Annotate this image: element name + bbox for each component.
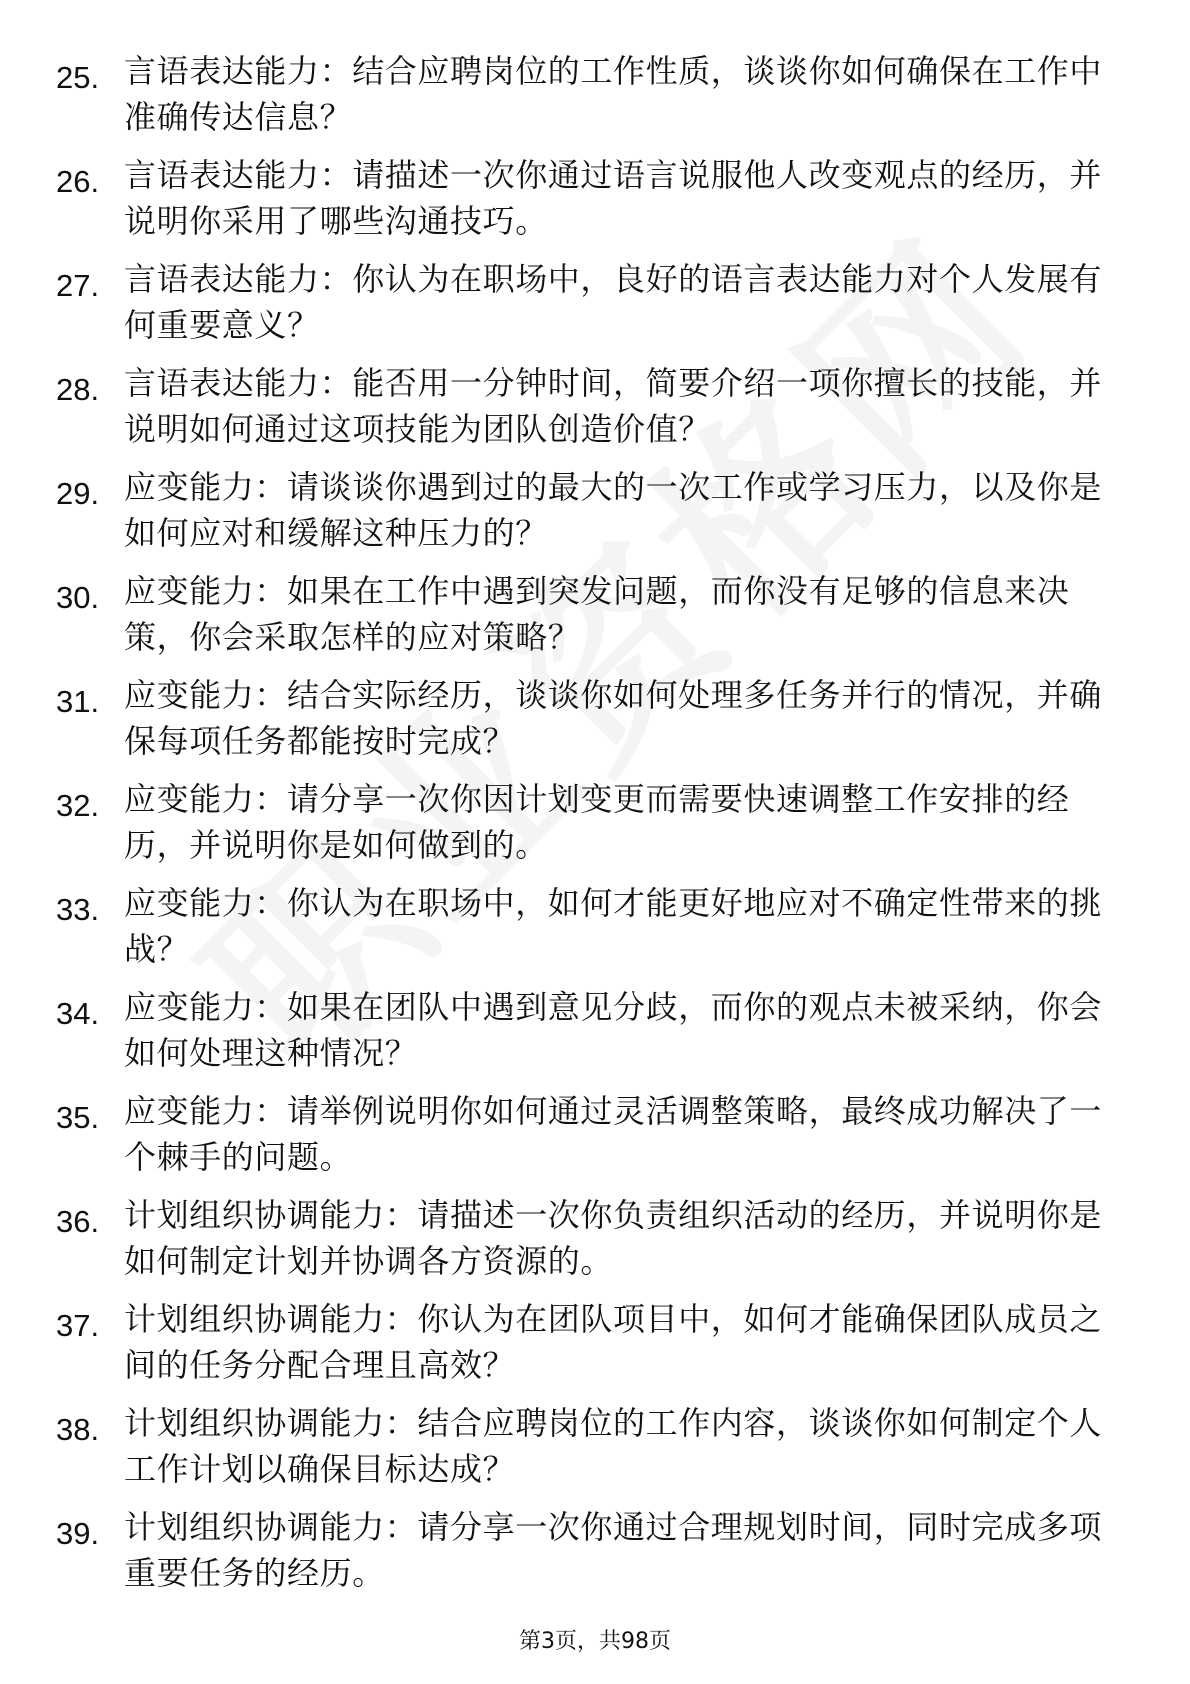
list-item [0,1192,1190,1296]
question-text: 应变能力：如果在团队中遇到意见分歧，而你的观点未被采纳，你会如何处理这种情况？ [124,988,1103,1072]
question-text: 言语表达能力：结合应聘岗位的工作性质，谈谈你如何确保在工作中准确传达信息？ [124,52,1103,136]
question-number: 36. [56,1204,100,1239]
question-number: 26. [56,164,100,199]
question-text: 言语表达能力：请描述一次你通过语言说服他人改变观点的经历，并说明你采用了哪些沟通技巧。 [124,156,1103,240]
list-item [0,152,1190,256]
question-text: 计划组织协调能力：请描述一次你负责组织活动的经历，并说明你是如何制定计划并协调各方资源的。 [124,1196,1103,1280]
question-text: 应变能力：请举例说明你如何通过灵活调整策略，最终成功解决了一个棘手的问题。 [124,1092,1103,1176]
question-number: 35. [56,1100,100,1135]
question-text: 计划组织协调能力：请分享一次你通过合理规划时间，同时完成多项重要任务的经历。 [124,1508,1103,1592]
list-item [0,880,1190,984]
question-number: 25. [56,60,100,95]
question-text: 计划组织协调能力：你认为在团队项目中，如何才能确保团队成员之间的任务分配合理且高效？ [124,1300,1103,1384]
question-number: 37. [56,1308,100,1343]
question-number: 32. [56,788,100,823]
question-number: 27. [56,268,100,303]
question-text: 应变能力：结合实际经历，谈谈你如何处理多任务并行的情况，并确保每项任务都能按时完成？ [124,676,1103,760]
list-item [0,568,1190,672]
list-item [0,984,1190,1088]
question-number: 30. [56,580,100,615]
page-number: 第3页，共98页 [519,1629,671,1654]
list-item [0,1296,1190,1400]
question-list [0,48,1190,1608]
list-item [0,1400,1190,1504]
list-item [0,672,1190,776]
list-item [0,776,1190,880]
question-text: 应变能力：你认为在职场中，如何才能更好地应对不确定性带来的挑战？ [124,884,1103,968]
question-number: 34. [56,996,100,1031]
question-text: 应变能力：请谈谈你遇到过的最大的一次工作或学习压力，以及你是如何应对和缓解这种压力的？ [124,468,1103,552]
list-item [0,360,1190,464]
question-number: 28. [56,372,100,407]
list-item [0,48,1190,152]
list-item [0,464,1190,568]
question-number: 38. [56,1412,100,1447]
list-item [0,1504,1190,1608]
question-text: 言语表达能力：能否用一分钟时间，简要介绍一项你擅长的技能，并说明如何通过这项技能为团队创造价值？ [124,364,1103,448]
list-item [0,256,1190,360]
question-number: 33. [56,892,100,927]
question-text: 应变能力：请分享一次你因计划变更而需要快速调整工作安排的经历，并说明你是如何做到的。 [124,780,1070,864]
question-text: 言语表达能力：你认为在职场中，良好的语言表达能力对个人发展有何重要意义？ [124,260,1103,344]
question-number: 29. [56,476,100,511]
question-number: 39. [56,1516,100,1551]
list-item [0,1088,1190,1192]
question-number: 31. [56,684,100,719]
question-text: 应变能力：如果在工作中遇到突发问题，而你没有足够的信息来决策，你会采取怎样的应对策略？ [124,572,1070,656]
question-text: 计划组织协调能力：结合应聘岗位的工作内容，谈谈你如何制定个人工作计划以确保目标达成？ [124,1404,1103,1488]
